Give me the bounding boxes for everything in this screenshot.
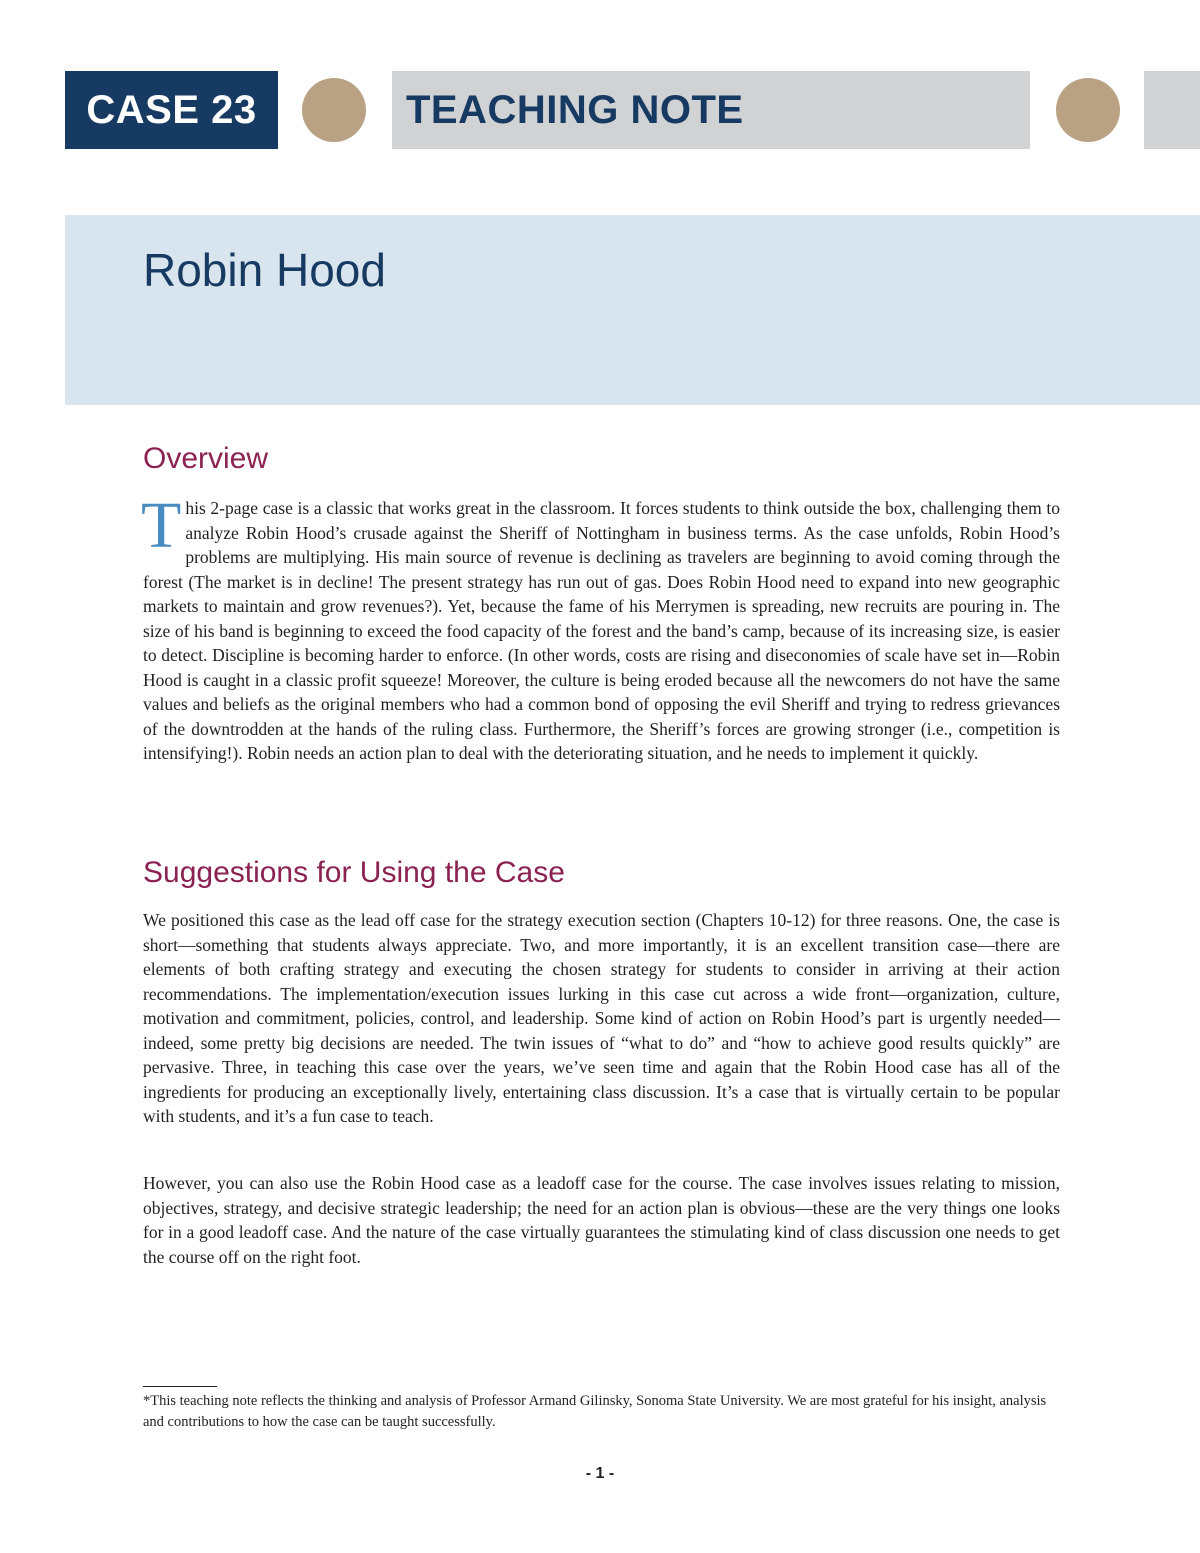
footnote-divider — [143, 1386, 217, 1387]
title-band — [65, 215, 1200, 405]
suggestions-paragraph-1: We positioned this case as the lead off case for the strategy execution section (Chapters 10-12) for three reasons. One, the case is short—something that students always appreciate. Two, and more importantly, it is an excellent transition case—there are elements of both crafting strategy and executing the chosen strategy for students to consider in arriving at their action recommendations. The implementation/execution issues lurking in this case cut across a wide front—organization, culture, motivation and commitment, policies, control, and leadership. Some kind of action on Robin Hood’s part is urgently needed—indeed, some pretty big decisions are needed. The twin issues of “what to do” and “how to achieve good results quickly” are pervasive. Three, in teaching this case over the years, we’ve seen time and again that the Robin Hood case has all of the ingredients for producing an exceptionally lively, entertaining class discussion. It’s a case that is virtually certain to be popular with students, and it’s a fun case to teach. — [143, 910, 1060, 1126]
decorative-dot — [1056, 78, 1120, 142]
teaching-note-banner — [392, 71, 1030, 149]
decorative-dot — [302, 78, 366, 142]
page-number: - 1 - — [585, 1465, 615, 1482]
suggestions-paragraph-2: However, you can also use the Robin Hood case as a leadoff case for the course. The case involves issues relating to mission, objectives, strategy, and decisive strategic leadership; the need for an action plan is obvious—these are the very things one looks for in a good leadoff case. And the nature of the case virtually guarantees the stimulating kind of class discussion one needs to get the course off on the right foot. — [143, 1173, 1060, 1267]
drop-cap: T — [141, 489, 182, 562]
footnote: *This teaching note reflects the thinking and analysis of Professor Armand Gilinsky, Sonoma State University. We are most grateful for his insight, analysis and contributions to how the case can be taught successfully. — [143, 1393, 1047, 1430]
case-number-badge: CASE 23 — [65, 71, 278, 149]
overview-body: his 2-page case is a classic that works great in the classroom. It forces students to think outside the box, challenging them to analyze Robin Hood’s crusade against the Sheriff of Nottingham in business terms. As the case unfolds, Robin Hood’s problems are multiplying. His main source of revenue is declining as travelers are beginning to avoid coming through the forest (The market is in decline! The present strategy has run out of gas. Does Robin Hood need to expand into new geographic markets to maintain and grow revenues?). Yet, because the fame of his Merrymen is spreading, new recruits are pouring in. The size of his band is beginning to exceed the food capacity of the forest and the band’s camp, because of its increasing size, is easier to detect. Discipline is becoming harder to enforce. (In other words, costs are rising and diseconomies of scale have set in—Robin Hood is caught in a classic profit squeeze! Moreover, the culture is being eroded because all the newcomers do not have the same values and beliefs as the original members who had a common bond of opposing the evil Sheriff and trying to redress grievances of the downtrodden at the hands of the ruling class. Furthermore, the Sheriff’s forces are growing stronger (i.e., competition is intensifying!). Robin needs an action plan to deal with the deteriorating situation, and he needs to implement it quickly. — [143, 498, 1060, 763]
page-title: Robin Hood — [143, 244, 386, 296]
teaching-note-label: TEACHING NOTE — [406, 88, 744, 132]
suggestions-heading: Suggestions for Using the Case — [143, 856, 565, 889]
overview-paragraph — [141, 489, 1060, 766]
overview-heading: Overview — [143, 442, 269, 475]
banner-edge — [1144, 71, 1200, 149]
